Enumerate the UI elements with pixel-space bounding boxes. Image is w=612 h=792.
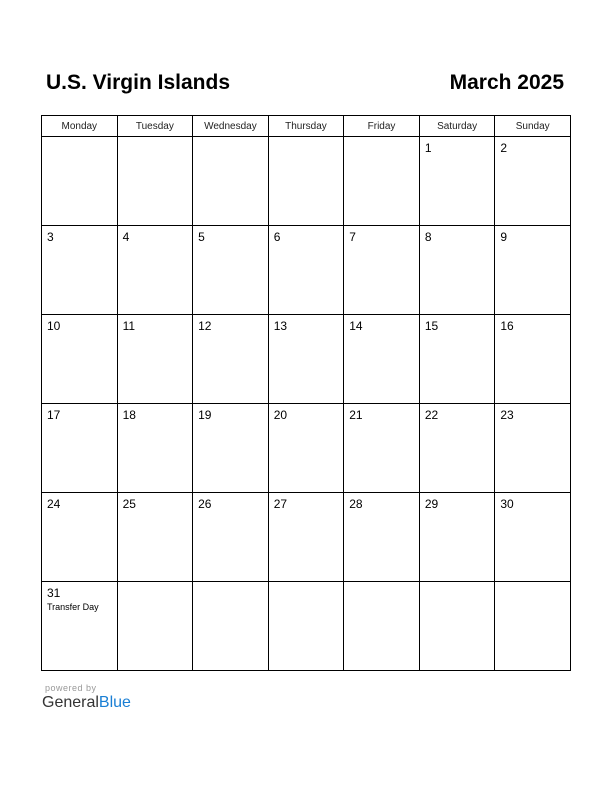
- day-cell: [268, 582, 344, 671]
- day-number: 7: [349, 230, 356, 244]
- day-number: 28: [349, 497, 363, 511]
- calendar-region-title: U.S. Virgin Islands: [46, 71, 230, 94]
- weekday-header: Tuesday: [117, 116, 193, 137]
- day-number: 21: [349, 408, 363, 422]
- day-number: 29: [424, 497, 439, 511]
- day-cell: [495, 493, 571, 582]
- day-number: 2: [500, 141, 508, 155]
- day-number: 22: [424, 408, 439, 422]
- day-number: 3: [47, 230, 54, 244]
- day-cell-content: [495, 315, 570, 403]
- day-cell-content: [344, 315, 419, 403]
- day-cell-content: [420, 493, 495, 581]
- day-number: 1: [424, 141, 432, 155]
- day-number: 9: [500, 230, 508, 244]
- day-cell-content: [344, 137, 419, 225]
- weekday-header: Sunday: [495, 116, 571, 137]
- day-cell-content: [344, 582, 419, 670]
- weekday-header: Thursday: [268, 116, 344, 137]
- day-cell: [268, 137, 344, 226]
- day-cell: [117, 137, 193, 226]
- day-number: 23: [500, 408, 514, 422]
- week-row: [42, 315, 571, 404]
- day-cell-content: [193, 226, 268, 314]
- day-cell: [117, 582, 193, 671]
- day-number: 10: [47, 319, 61, 333]
- day-cell-content: [42, 226, 117, 314]
- calendar-month-title: March 2025: [449, 71, 564, 94]
- day-number: 16: [500, 319, 514, 333]
- day-cell-content: [495, 226, 570, 314]
- day-cell-content: [344, 493, 419, 581]
- day-number: 12: [198, 319, 212, 333]
- day-cell-content: [420, 226, 495, 314]
- day-cell: [419, 226, 495, 315]
- day-cell-content: [193, 315, 268, 403]
- day-cell-content: [344, 226, 419, 314]
- brand-general-text: General: [42, 694, 99, 711]
- day-cell: [193, 404, 269, 493]
- day-cell-content: [118, 493, 193, 581]
- day-number: 11: [122, 319, 136, 333]
- day-number: 30: [500, 497, 514, 511]
- day-cell: [419, 582, 495, 671]
- powered-by-text: powered by: [45, 683, 97, 693]
- day-cell: [495, 137, 571, 226]
- day-cell: [344, 582, 420, 671]
- day-cell: [344, 137, 420, 226]
- day-cell-content: [269, 226, 344, 314]
- day-cell-content: [495, 137, 570, 225]
- week-row: [42, 226, 571, 315]
- day-cell: [193, 226, 269, 315]
- day-cell: [42, 137, 118, 226]
- day-cell-content: [269, 137, 344, 225]
- day-cell: [42, 226, 118, 315]
- day-number: 15: [424, 319, 439, 333]
- day-number: 13: [273, 319, 288, 333]
- day-cell: [495, 315, 571, 404]
- day-cell: [495, 582, 571, 671]
- weekday-header: Friday: [344, 116, 420, 137]
- day-cell: [117, 493, 193, 582]
- day-cell-content: [42, 404, 117, 492]
- day-cell-content: [42, 137, 117, 225]
- day-number: 5: [198, 230, 205, 244]
- day-cell: [495, 226, 571, 315]
- day-cell-content: [193, 582, 268, 670]
- day-cell: [42, 493, 118, 582]
- day-cell: [42, 582, 118, 671]
- day-cell-content: [269, 493, 344, 581]
- day-cell-content: [269, 315, 344, 403]
- day-cell: [419, 493, 495, 582]
- weekday-header: Monday: [42, 116, 118, 137]
- day-number: 25: [122, 497, 136, 511]
- day-cell: [344, 226, 420, 315]
- day-cell: [419, 404, 495, 493]
- day-cell-content: [42, 493, 117, 581]
- day-number: 20: [273, 408, 288, 422]
- day-cell-content: [420, 582, 495, 670]
- day-number: 18: [122, 408, 136, 422]
- day-cell: [419, 315, 495, 404]
- day-cell: [193, 582, 269, 671]
- week-row: [42, 404, 571, 493]
- day-cell-content: [118, 315, 193, 403]
- day-cell: [419, 137, 495, 226]
- day-number: 17: [47, 408, 61, 422]
- holiday-label: Transfer Day: [47, 602, 99, 612]
- day-cell-content: [193, 493, 268, 581]
- day-number: 27: [273, 497, 288, 511]
- day-cell: [42, 315, 118, 404]
- day-cell: [268, 226, 344, 315]
- day-number: 24: [47, 497, 61, 511]
- day-cell-content: [495, 582, 570, 670]
- day-cell: [344, 404, 420, 493]
- week-row: [42, 137, 571, 226]
- day-cell: [193, 315, 269, 404]
- day-cell: [42, 404, 118, 493]
- day-cell: [117, 226, 193, 315]
- brand-blue-text: Blue: [98, 694, 131, 711]
- day-number: 8: [424, 230, 432, 244]
- day-cell: [268, 493, 344, 582]
- day-cell-content: [42, 582, 117, 670]
- day-cell-content: [269, 582, 344, 670]
- day-cell-content: [193, 404, 268, 492]
- day-cell: [268, 404, 344, 493]
- day-cell: [344, 493, 420, 582]
- weekday-header: Saturday: [419, 116, 495, 137]
- day-cell-content: [118, 137, 193, 225]
- day-cell-content: [420, 404, 495, 492]
- weekday-header: Wednesday: [193, 116, 269, 137]
- day-cell: [495, 404, 571, 493]
- day-cell: [117, 315, 193, 404]
- day-cell: [268, 315, 344, 404]
- day-number: 14: [349, 319, 363, 333]
- day-cell: [117, 404, 193, 493]
- day-number: 31: [47, 586, 61, 600]
- calendar-grid: [41, 115, 571, 671]
- week-row: [42, 493, 571, 582]
- weekday-header-row: [42, 116, 571, 137]
- day-cell-content: [118, 582, 193, 670]
- day-number: 26: [198, 497, 212, 511]
- day-cell-content: [495, 493, 570, 581]
- day-cell: [344, 315, 420, 404]
- day-cell-content: [495, 404, 570, 492]
- day-cell-content: [269, 404, 344, 492]
- day-number: 6: [273, 230, 281, 244]
- day-cell-content: [42, 315, 117, 403]
- week-row: [42, 582, 571, 671]
- generalblue-logo: [42, 694, 131, 712]
- day-number: 4: [122, 230, 130, 244]
- day-cell-content: [118, 226, 193, 314]
- day-cell-content: [420, 315, 495, 403]
- day-cell-content: [118, 404, 193, 492]
- day-cell-content: [193, 137, 268, 225]
- day-cell: [193, 137, 269, 226]
- day-cell: [193, 493, 269, 582]
- day-cell-content: [344, 404, 419, 492]
- day-cell-content: [420, 137, 495, 225]
- day-number: 19: [198, 408, 212, 422]
